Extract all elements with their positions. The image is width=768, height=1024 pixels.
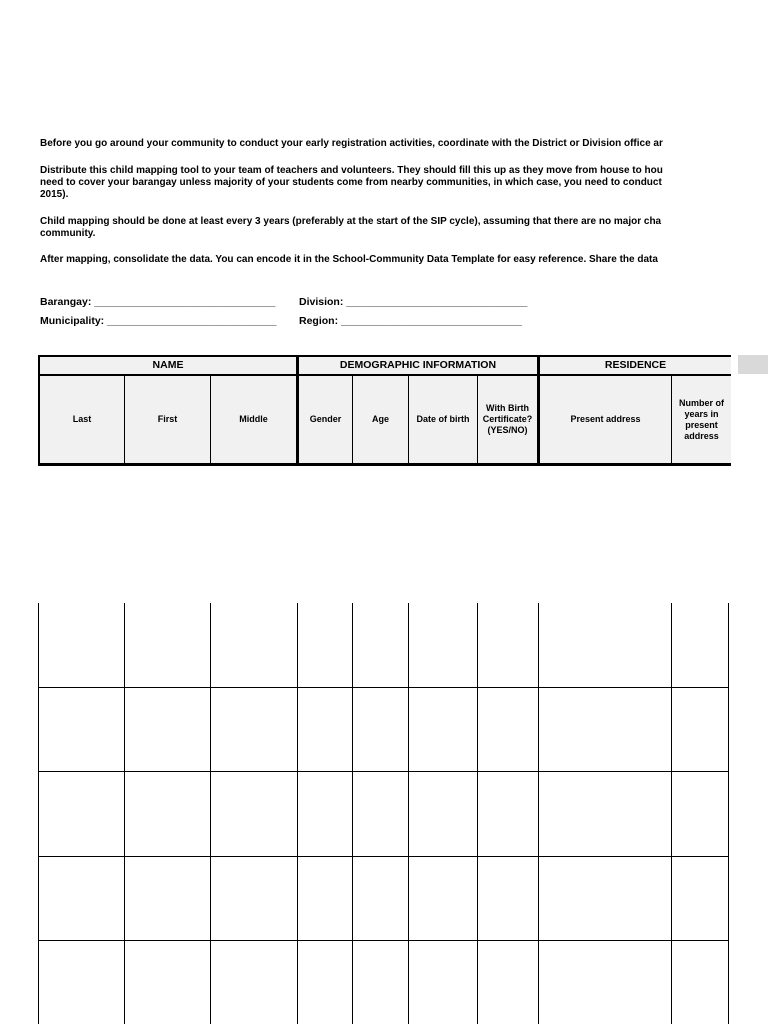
col-dob: Date of birth: [416, 414, 470, 424]
instruction-consolidate: After mapping, consolidate the data. You can encode it in the School-Community Data Template for easy reference. Share the data: [40, 254, 658, 265]
col-birth-certificate: With Birth Certificate? (YES/NO): [482, 403, 533, 435]
group-name: NAME: [152, 359, 184, 371]
group-residence: RESIDENCE: [604, 359, 667, 371]
table-row[interactable]: [38, 771, 729, 772]
group-demographic: DEMOGRAPHIC INFORMATION: [339, 359, 497, 371]
col-first: First: [157, 414, 178, 424]
instruction-frequency: Child mapping should be done at least every 3 years (preferably at the start of the SIP cycle), assuming that there are no major cha community.: [40, 216, 662, 239]
instruction-coordinate: Before you go around your community to conduct your early registration activities, coordinate with the District or Division office ar: [40, 138, 663, 149]
table-row[interactable]: [38, 940, 729, 941]
entry-grid: [0, 603, 768, 1024]
division-field[interactable]: Division: _______________________________: [299, 296, 528, 308]
col-age: Age: [371, 414, 389, 424]
scroll-tab[interactable]: [738, 355, 768, 374]
col-years-present-address: Number of years in present address: [679, 397, 724, 441]
table-row[interactable]: [38, 687, 729, 688]
municipality-field[interactable]: Municipality: _____________________________: [40, 315, 277, 327]
col-present-address: Present address: [570, 414, 641, 424]
instruction-distribute: Distribute this child mapping tool to your team of teachers and volunteers. They should fill this up as they move from house to hou need to cover your barangay unless majority of your students come from nearby communities, in which case, you need to conduct 2015).: [40, 165, 663, 200]
col-gender: Gender: [309, 414, 342, 424]
col-last: Last: [72, 414, 92, 424]
region-field[interactable]: Region: _______________________________: [299, 315, 523, 327]
table-header: [38, 355, 731, 466]
table-row[interactable]: [38, 856, 729, 857]
barangay-field[interactable]: Barangay: _______________________________: [40, 296, 276, 308]
col-middle: Middle: [239, 414, 268, 424]
